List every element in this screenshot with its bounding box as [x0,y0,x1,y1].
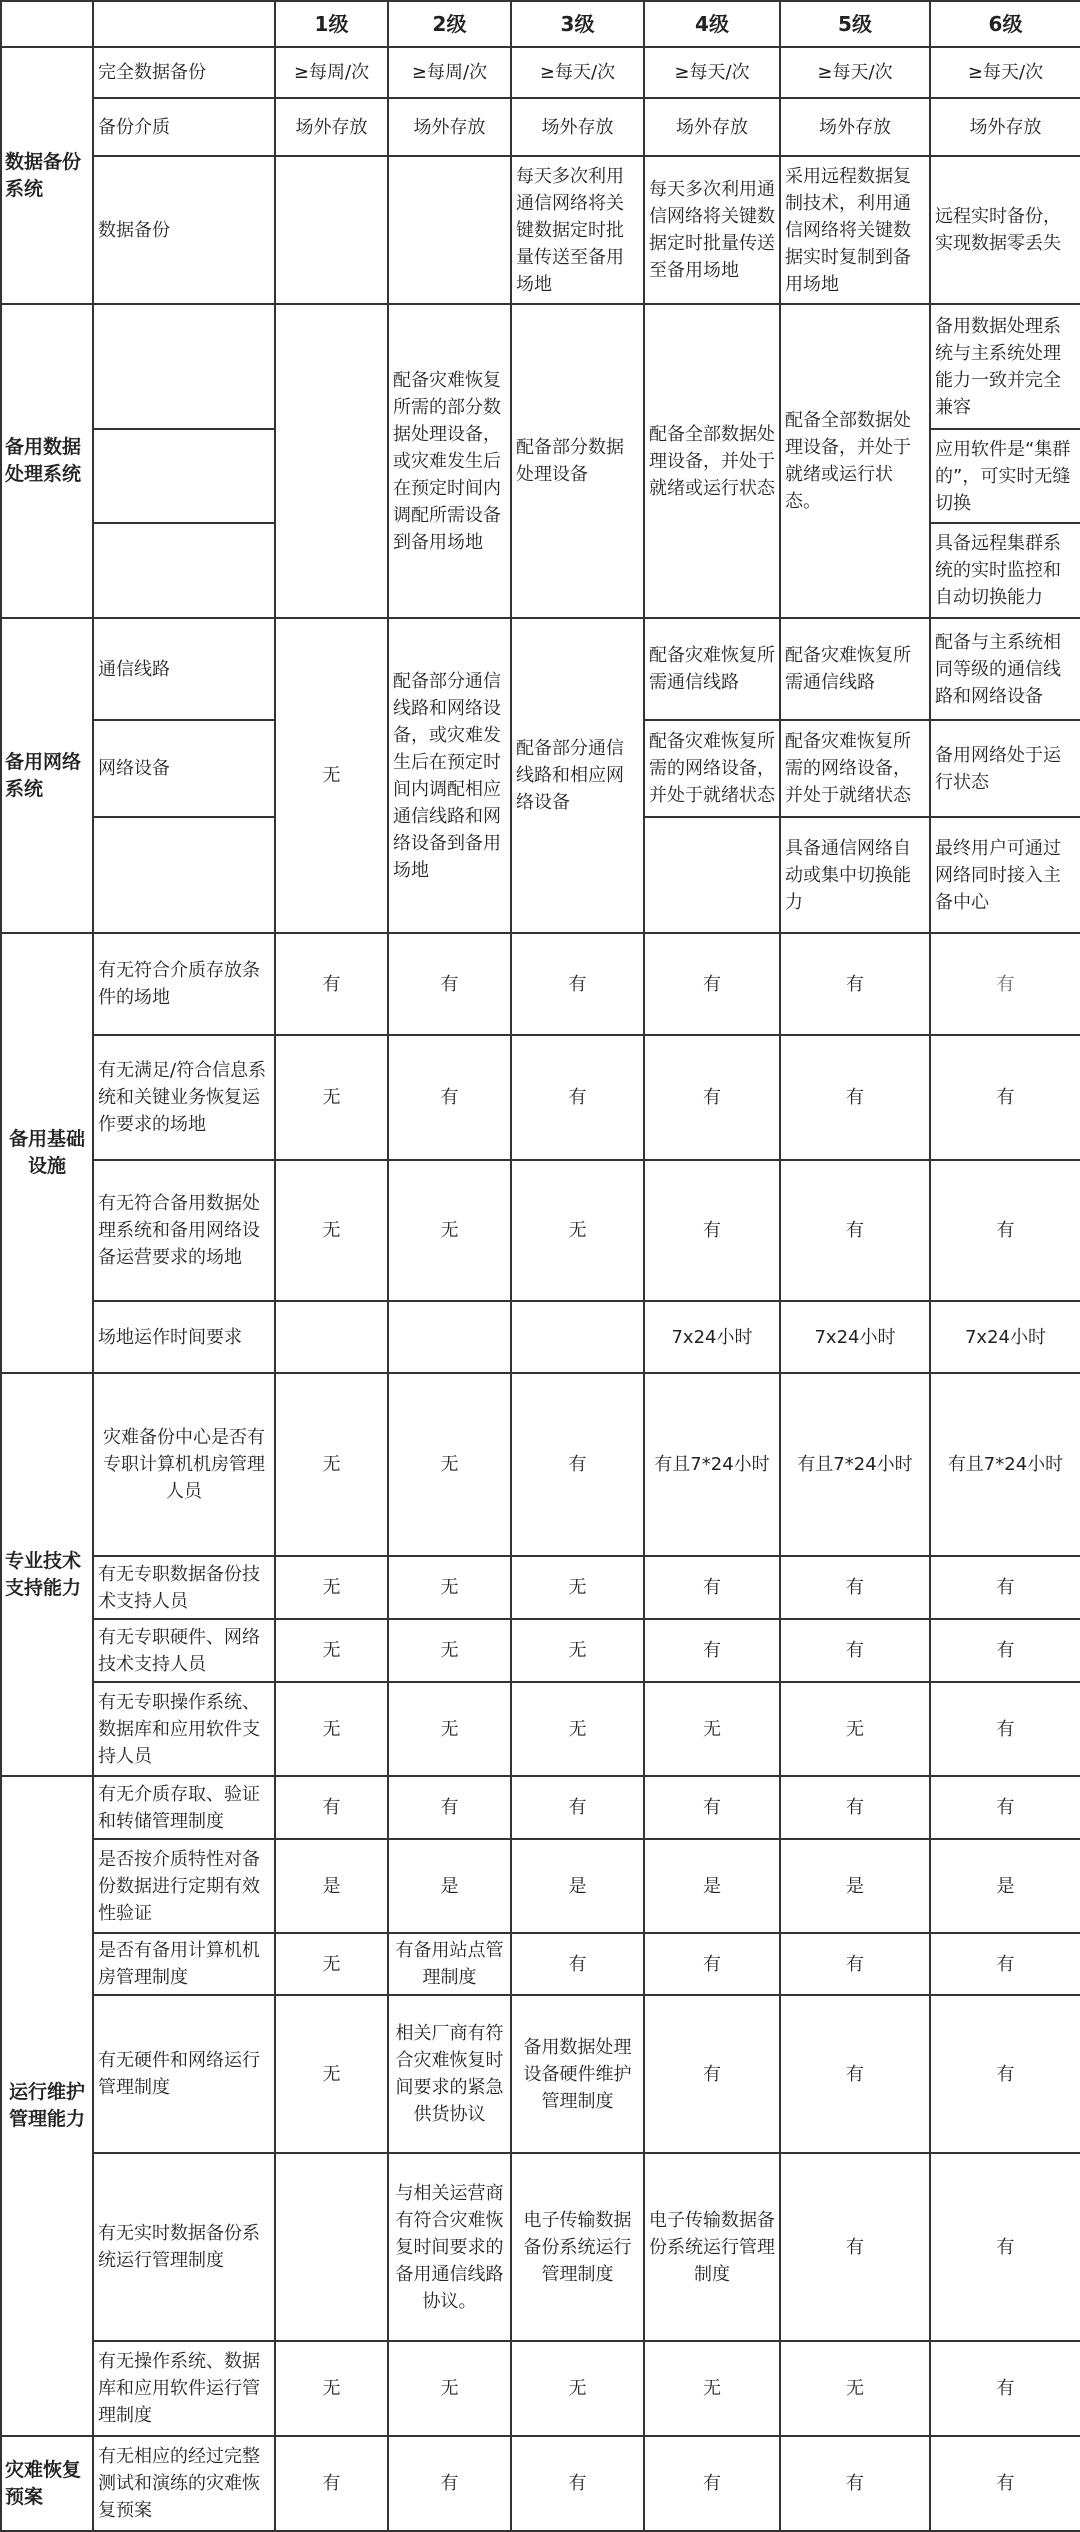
level-5-value: 场外存放 [780,98,930,156]
row-item-label: 通信线路 [93,618,275,720]
level-4-value: 有 [644,1160,780,1301]
level-2-value: ≥每周/次 [388,47,511,98]
header-item [93,1,275,47]
level-6-value: 具备远程集群系统的实时监控和自动切换能力 [930,523,1080,618]
row-item-label: 有无专职操作系统、数据库和应用软件支持人员 [93,1682,275,1776]
level-1-value: 无 [275,1373,388,1556]
table-row [1,1160,1080,1301]
table-row [1,2341,1080,2436]
row-item-label: 有无相应的经过完整测试和演练的灾难恢复预案 [93,2436,275,2531]
level-5-value: 配备全部数据处理设备，并处于就绪或运行状态。 [780,304,930,618]
level-2-value: 无 [388,2341,511,2436]
level-6-value: 是 [930,1839,1080,1933]
level-5-value: 有 [780,1556,930,1619]
table-row [1,1301,1080,1373]
level-1-value [275,304,388,618]
table-row [1,1373,1080,1556]
level-5-value: 有 [780,1933,930,1995]
level-header: 3级 [511,1,644,47]
level-3-value: 是 [511,1839,644,1933]
level-5-value: 采用远程数据复制技术，利用通信网络将关键数据实时复制到备用场地 [780,156,930,304]
level-2-value: 场外存放 [388,98,511,156]
table-row [1,2436,1080,2531]
level-4-value: 有且7*24小时 [644,1373,780,1556]
level-4-value: 有 [644,1776,780,1839]
level-5-value: ≥每天/次 [780,47,930,98]
table-row [1,1995,1080,2153]
level-5-value: 无 [780,1682,930,1776]
level-6-value: 有 [930,933,1080,1035]
level-6-value: 7x24小时 [930,1301,1080,1373]
level-5-value: 具备通信网络自动或集中切换能力 [780,817,930,933]
row-item-label: 有无实时数据备份系统运行管理制度 [93,2153,275,2341]
level-2-value: 无 [388,1556,511,1619]
level-5-value: 有 [780,2436,930,2531]
row-item-label: 网络设备 [93,720,275,817]
level-4-value: ≥每天/次 [644,47,780,98]
level-1-value [275,156,388,304]
level-4-value: 有 [644,1933,780,1995]
row-item-label: 备份介质 [93,98,275,156]
level-2-value [388,156,511,304]
level-2-value: 有备用站点管理制度 [388,1933,511,1995]
table-row [1,618,1080,720]
level-1-value: 是 [275,1839,388,1933]
level-6-value: 有 [930,2436,1080,2531]
level-header: 1级 [275,1,388,47]
row-item-label: 有无硬件和网络运行管理制度 [93,1995,275,2153]
level-5-value: 有 [780,1035,930,1160]
level-4-value: 配备灾难恢复所需的网络设备，并处于就绪状态 [644,720,780,817]
level-3-value: 有 [511,1933,644,1995]
row-item-label [93,429,275,523]
level-3-value: 有 [511,1035,644,1160]
level-3-value: ≥每天/次 [511,47,644,98]
level-5-value: 7x24小时 [780,1301,930,1373]
row-item-label: 有无介质存取、验证和转储管理制度 [93,1776,275,1839]
level-3-value: 备用数据处理设备硬件维护管理制度 [511,1995,644,2153]
level-6-value: 有 [930,1776,1080,1839]
row-item-label: 有无专职数据备份技术支持人员 [93,1556,275,1619]
level-2-value: 无 [388,1682,511,1776]
level-6-value: ≥每天/次 [930,47,1080,98]
level-2-value [388,1301,511,1373]
level-1-value [275,2153,388,2341]
section-title: 备用基础设施 [1,933,93,1373]
level-5-value: 有 [780,1995,930,2153]
level-3-value: 配备部分数据处理设备 [511,304,644,618]
level-3-value: 有 [511,933,644,1035]
level-3-value: 有 [511,1373,644,1556]
level-4-value: 有 [644,933,780,1035]
level-3-value: 无 [511,1556,644,1619]
level-6-value: 备用数据处理系统与主系统处理能力一致并完全兼容 [930,304,1080,429]
level-2-value: 配备部分通信线路和网络设备，或灾难发生后在预定时间内调配相应通信线路和网络设备到备用场地 [388,618,511,933]
level-2-value: 有 [388,1035,511,1160]
table-row [1,47,1080,98]
table-row [1,1776,1080,1839]
level-3-value: 电子传输数据备份系统运行管理制度 [511,2153,644,2341]
level-3-value: 场外存放 [511,98,644,156]
level-4-value: 无 [644,2341,780,2436]
row-item-label: 是否按介质特性对备份数据进行定期有效性验证 [93,1839,275,1933]
row-item-label: 有无满足/符合信息系统和关键业务恢复运作要求的场地 [93,1035,275,1160]
level-2-value: 无 [388,1619,511,1682]
table-row [1,304,1080,429]
level-6-value: 备用网络处于运行状态 [930,720,1080,817]
section-title: 备用数据处理系统 [1,304,93,618]
level-1-value: 无 [275,1933,388,1995]
level-6-value: 有 [930,1995,1080,2153]
row-item-label: 是否有备用计算机机房管理制度 [93,1933,275,1995]
level-header: 5级 [780,1,930,47]
row-item-label: 数据备份 [93,156,275,304]
level-6-value: 有 [930,1682,1080,1776]
level-5-value: 有 [780,1776,930,1839]
level-1-value: 无 [275,1556,388,1619]
level-6-value: 最终用户可通过网络同时接入主备中心 [930,817,1080,933]
table-row [1,1839,1080,1933]
section-title: 数据备份系统 [1,47,93,304]
level-5-value: 是 [780,1839,930,1933]
table-row [1,1682,1080,1776]
row-item-label: 有无符合备用数据处理系统和备用网络设备运营要求的场地 [93,1160,275,1301]
level-1-value: 有 [275,933,388,1035]
level-3-value: 无 [511,1682,644,1776]
level-5-value: 有 [780,1160,930,1301]
level-1-value: 无 [275,1682,388,1776]
level-5-value: 配备灾难恢复所需的网络设备，并处于就绪状态 [780,720,930,817]
level-2-value: 有 [388,2436,511,2531]
header-corner [1,1,93,47]
row-item-label [93,304,275,429]
header-row [1,1,1080,47]
table-row [1,1035,1080,1160]
level-4-value [644,817,780,933]
level-6-value: 有 [930,1933,1080,1995]
level-header: 6级 [930,1,1080,47]
section-title: 灾难恢复预案 [1,2436,93,2531]
level-1-value: 无 [275,1035,388,1160]
level-4-value: 每天多次利用通信网络将关键数据定时批量传送至备用场地 [644,156,780,304]
level-5-value: 有 [780,1619,930,1682]
row-item-label: 有无专职硬件、网络技术支持人员 [93,1619,275,1682]
level-2-value: 相关厂商有符合灾难恢复时间要求的紧急供货协议 [388,1995,511,2153]
level-2-value: 有 [388,1776,511,1839]
level-3-value: 无 [511,1160,644,1301]
level-6-value: 远程实时备份，实现数据零丢失 [930,156,1080,304]
level-1-value: 无 [275,1160,388,1301]
level-1-value: ≥每周/次 [275,47,388,98]
level-header: 4级 [644,1,780,47]
level-6-value: 有 [930,1556,1080,1619]
level-5-value: 配备灾难恢复所需通信线路 [780,618,930,720]
row-item-label: 灾难备份中心是否有专职计算机机房管理人员 [93,1373,275,1556]
table-row [1,1933,1080,1995]
level-3-value: 有 [511,2436,644,2531]
level-1-value: 无 [275,1619,388,1682]
table-row [1,933,1080,1035]
level-3-value [511,1301,644,1373]
level-1-value [275,1301,388,1373]
level-4-value: 有 [644,2436,780,2531]
row-item-label: 有无操作系统、数据库和应用软件运行管理制度 [93,2341,275,2436]
level-4-value: 有 [644,1556,780,1619]
row-item-label: 有无符合介质存放条件的场地 [93,933,275,1035]
level-1-value: 无 [275,618,388,933]
level-1-value: 无 [275,2341,388,2436]
row-item-label: 完全数据备份 [93,47,275,98]
level-6-value: 场外存放 [930,98,1080,156]
level-4-value: 场外存放 [644,98,780,156]
level-4-value: 无 [644,1682,780,1776]
level-3-value: 无 [511,2341,644,2436]
section-title: 专业技术支持能力 [1,1373,93,1776]
level-3-value: 配备部分通信线路和相应网络设备 [511,618,644,933]
level-4-value: 有 [644,1619,780,1682]
level-6-value: 配备与主系统相同等级的通信线路和网络设备 [930,618,1080,720]
level-2-value: 是 [388,1839,511,1933]
table-row [1,1619,1080,1682]
level-2-value: 有 [388,933,511,1035]
level-4-value: 电子传输数据备份系统运行管理制度 [644,2153,780,2341]
level-6-value: 有 [930,2341,1080,2436]
level-3-value: 无 [511,1619,644,1682]
level-4-value: 是 [644,1839,780,1933]
level-2-value: 与相关运营商有符合灾难恢复时间要求的备用通信线路协议。 [388,2153,511,2341]
table-row [1,156,1080,304]
level-3-value: 有 [511,1776,644,1839]
level-header: 2级 [388,1,511,47]
level-6-value: 有 [930,1035,1080,1160]
level-2-value: 配备灾难恢复所需的部分数据处理设备，或灾难发生后在预定时间内调配所需设备到备用场地 [388,304,511,618]
level-6-value: 有且7*24小时 [930,1373,1080,1556]
level-5-value: 无 [780,2341,930,2436]
level-1-value: 无 [275,1995,388,2153]
table-row [1,1556,1080,1619]
level-6-value: 有 [930,1619,1080,1682]
level-1-value: 有 [275,2436,388,2531]
level-4-value: 7x24小时 [644,1301,780,1373]
level-4-value: 配备灾难恢复所需通信线路 [644,618,780,720]
level-5-value: 有 [780,933,930,1035]
row-item-label: 场地运作时间要求 [93,1301,275,1373]
level-2-value: 无 [388,1160,511,1301]
table-row [1,2153,1080,2341]
level-4-value: 有 [644,1995,780,2153]
level-5-value: 有 [780,2153,930,2341]
level-1-value: 有 [275,1776,388,1839]
section-title: 备用网络系统 [1,618,93,933]
level-5-value: 有且7*24小时 [780,1373,930,1556]
level-6-value: 应用软件是“集群的”，可实时无缝切换 [930,429,1080,523]
row-item-label [93,817,275,933]
level-4-value: 配备全部数据处理设备，并处于就绪或运行状态 [644,304,780,618]
section-title: 运行维护管理能力 [1,1776,93,2436]
level-6-value: 有 [930,2153,1080,2341]
table-row [1,98,1080,156]
level-2-value: 无 [388,1373,511,1556]
level-1-value: 场外存放 [275,98,388,156]
level-4-value: 有 [644,1035,780,1160]
level-6-value: 有 [930,1160,1080,1301]
row-item-label [93,523,275,618]
level-3-value: 每天多次利用通信网络将关键数据定时批量传送至备用场地 [511,156,644,304]
